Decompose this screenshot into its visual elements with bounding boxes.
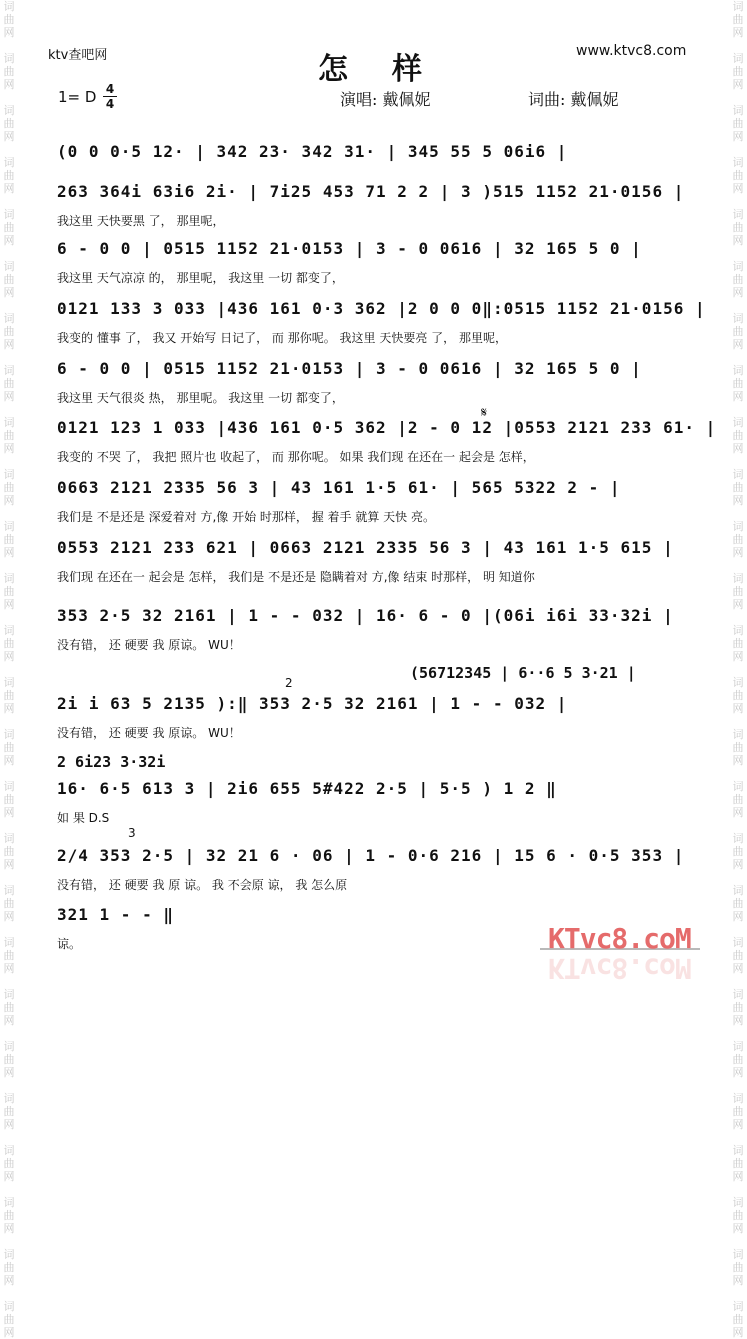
triplet-mark: 3	[128, 826, 136, 840]
key-signature: 1= D	[58, 88, 97, 106]
score-notes: 6 - 0 0 | 0515 1152 21·0153 | 3 - 0 0616 | 32 165 5 0 |	[57, 359, 642, 378]
time-signature-bottom: 4	[105, 97, 115, 111]
score-notes: 321 1 - - ‖	[57, 905, 174, 924]
score-lyrics: 我们是 不是还是 深爱着对 方,像 开始 时那样， 握 着手 就算 天快 亮。	[57, 510, 435, 524]
segno-mark: 𝄋	[481, 405, 488, 421]
time-signature	[103, 83, 117, 110]
page-title: 怎样	[318, 52, 466, 87]
score-lyrics: 我变的 不哭 了， 我把 照片也 收起了， 而 那你呢。 如果 我们现 在还在一 起会是 怎样，	[57, 450, 535, 464]
side-watermark-right: 词 曲 网 词 曲 网 词 曲 网 词 曲 网 词 曲 网 词 曲 网 词 曲 网 词 曲 网 词 曲 网 词 曲 网 词 曲 网 词 曲 网 词 曲 网 词 曲 网 词 曲 网 词 曲 网 词 曲 网 词 曲 网 词 曲 网 词 曲 网 词 曲 网 词 曲 网 词 曲 网 词 曲 网 词 曲 网 词 曲 网	[732, 0, 744, 1339]
score-notes: (0 0 0·5 12· | 342 23· 342 31· | 345 55 5 06i6 |	[57, 142, 568, 161]
score-lyrics: 谅。	[57, 937, 82, 951]
side-watermark-left: 词 曲 网 词 曲 网 词 曲 网 词 曲 网 词 曲 网 词 曲 网 词 曲 网 词 曲 网 词 曲 网 词 曲 网 词 曲 网 词 曲 网 词 曲 网 词 曲 网 词 曲 网 词 曲 网 词 曲 网 词 曲 网 词 曲 网 词 曲 网 词 曲 网 词 曲 网 词 曲 网 词 曲 网 词 曲 网 词 曲 网	[3, 0, 15, 1339]
score-notes: 6 - 0 0 | 0515 1152 21·0153 | 3 - 0 0616 | 32 165 5 0 |	[57, 239, 642, 258]
score-notes: 2/4 353 2·5 | 32 21 6 · 06 | 1 - 0·6 216 | 15 6 · 0·5 353 |	[57, 846, 685, 865]
score-notes: 353 2·5 32 2161 | 1 - - 032 | 16· 6 - 0 |(06i i6i 33·32i |	[57, 606, 674, 625]
upper-staff-notes-b: 2 6i23 3·32i	[57, 753, 166, 771]
score-lyrics: 我这里 天气很炎 热， 那里呢。 我这里 一切 都变了，	[57, 391, 344, 405]
score-notes: 16· 6·5 613 3 | 2i6 655 5#422 2·5 | 5·5 ) 1 2 ‖	[57, 779, 557, 798]
score-notes: 2i i 63 5 2135 ):‖ 353 2·5 32 2161 | 1 - - 032 |	[57, 694, 568, 713]
score-lyrics: 没有错， 还 硬要 我 原 谅。 我 不会原 谅， 我 怎么原	[57, 878, 348, 892]
site-logo-reflection: KTvc8.coM	[548, 952, 691, 985]
score-notes: 0121 133 3 033 |436 161 0·3 362 |2 0 0 0‖:0515 1152 21·0156 |	[57, 299, 706, 318]
score-lyrics: 我变的 懂事 了， 我又 开始写 日记了， 而 那你呢。 我这里 天快要亮 了， 那里呢，	[57, 331, 507, 345]
score-notes: 0121 123 1 033 |436 161 0·5 362 |2 - 0 12 |0553 2121 233 61· |	[57, 418, 717, 437]
score-line-8	[57, 538, 687, 608]
site-url-right: www.ktvc8.com	[576, 43, 687, 59]
site-name-left: ktv查吧网	[48, 48, 108, 63]
score-notes: 0553 2121 233 621 | 0663 2121 2335 56 3 | 43 161 1·5 615 |	[57, 538, 674, 557]
volta-number: 2	[285, 676, 293, 690]
score-lyrics: 如 果 D.S	[57, 811, 110, 825]
singer-credit: 演唱: 戴佩妮	[340, 90, 431, 109]
score-notes: 263 364i 63i6 2i· | 7i25 453 71 2 2 | 3 )515 1152 21·0156 |	[57, 182, 685, 201]
score-lyrics: 我这里 天快要黑 了， 那里呢，	[57, 214, 225, 228]
score-lyrics: 我这里 天气凉凉 的， 那里呢， 我这里 一切 都变了，	[57, 271, 344, 285]
score-lyrics: 没有错， 还 硬要 我 原谅。 WU！	[57, 726, 241, 740]
time-signature-top: 4	[105, 82, 115, 96]
lyricist-composer-credit: 词曲: 戴佩妮	[528, 90, 619, 109]
score-notes: 0663 2121 2335 56 3 | 43 161 1·5 61· | 565 5322 2 - |	[57, 478, 621, 497]
upper-staff-notes-a: (56712345 | 6··6 5 3·21 |	[410, 664, 636, 682]
score-lyrics: 我们现 在还在一 起会是 怎样， 我们是 不是还是 隐瞒着对 方,像 结束 时那样， 明 知道你	[57, 570, 535, 584]
score-line-11	[57, 779, 687, 849]
site-logo: KTvc8.coM	[548, 922, 691, 955]
score-lyrics: 没有错， 还 硬要 我 原谅。 WU！	[57, 638, 241, 652]
